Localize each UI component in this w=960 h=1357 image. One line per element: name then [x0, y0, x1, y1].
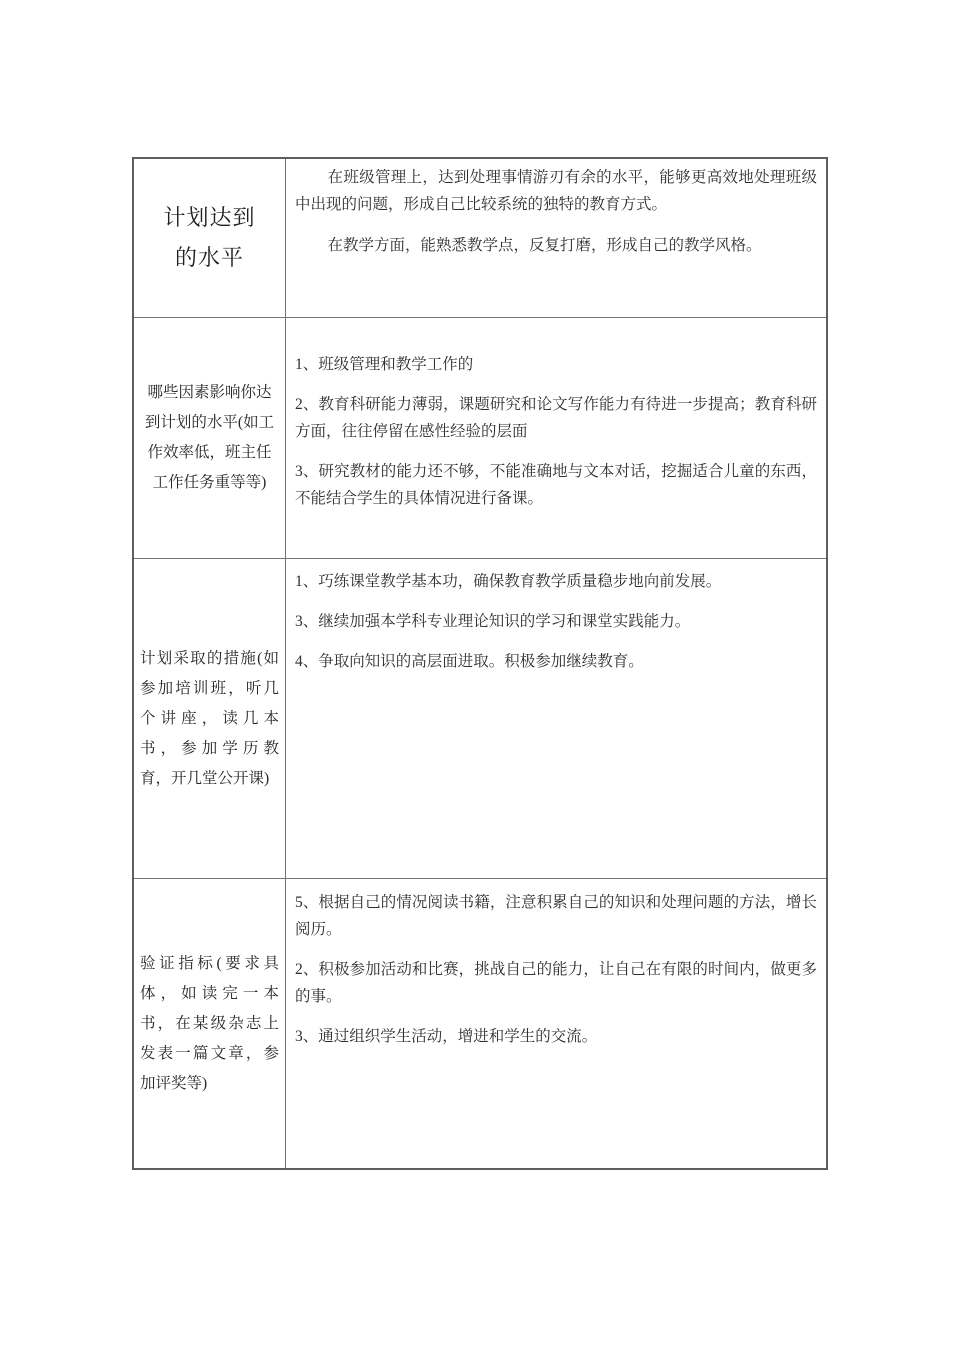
row-content-planned-level [286, 159, 826, 317]
row-content-influencing-factors [286, 317, 826, 558]
header-line: 的水平 [174, 245, 244, 270]
cell-paragraph: 1、巧练课堂教学基本功，确保教育教学质量稳步地向前发展。 [295, 573, 722, 590]
row-header-influencing-factors [134, 317, 286, 558]
development-plan-table [132, 157, 828, 1170]
row-content-verification-indicators [286, 878, 826, 1168]
cell-paragraph: 3、通过组织学生活动，增进和学生的交流。 [295, 1028, 598, 1045]
cell-paragraph: 1、班级管理和教学工作的 [295, 356, 474, 373]
row-header-planned-level [134, 159, 286, 317]
header-line: 计划达到 [163, 205, 256, 230]
row-header-text: 计划采取的措施(如参加培训班，听几个讲座，读几本书，参加学历教育，开几堂公开课) [140, 649, 279, 787]
cell-paragraph: 3、研究教材的能力还不够，不能准确地与文本对话，挖掘适合儿童的东西，不能结合学生的具体情况进行备课。 [295, 463, 817, 507]
cell-paragraph: 在班级管理上，达到处理事情游刃有余的水平，能够更高效地处理班级中出现的问题，形成自己比较系统的独特的教育方式。 [295, 169, 817, 213]
cell-paragraph: 2、积极参加活动和比赛，挑战自己的能力，让自己在有限的时间内，做更多的事。 [295, 961, 817, 1005]
row-header-verification-indicators [134, 878, 286, 1168]
cell-paragraph: 3、继续加强本学科专业理论知识的学习和课堂实践能力。 [295, 613, 691, 630]
cell-paragraph: 4、争取向知识的高层面进取。积极参加继续教育。 [295, 653, 644, 670]
cell-paragraph: 在教学方面，能熟悉教学点，反复打磨，形成自己的教学风格。 [327, 237, 762, 254]
row-header-planned-measures [134, 558, 286, 878]
row-header-text: 哪些因素影响你达到计划的水平(如工作效率低，班主任工作任务重等等) [144, 384, 275, 491]
cell-paragraph: 5、根据自己的情况阅读书籍，注意积累自己的知识和处理问题的方法，增长阅历。 [295, 894, 817, 938]
row-header-text [140, 198, 279, 278]
row-header-text: 验证指标(要求具体，如读完一本书，在某级杂志上发表一篇文章，参加评奖等) [140, 954, 279, 1092]
row-content-planned-measures [286, 558, 826, 878]
cell-paragraph: 2、教育科研能力薄弱，课题研究和论文写作能力有待进一步提高；教育科研方面，往往停留在感性经验的层面 [295, 396, 817, 440]
